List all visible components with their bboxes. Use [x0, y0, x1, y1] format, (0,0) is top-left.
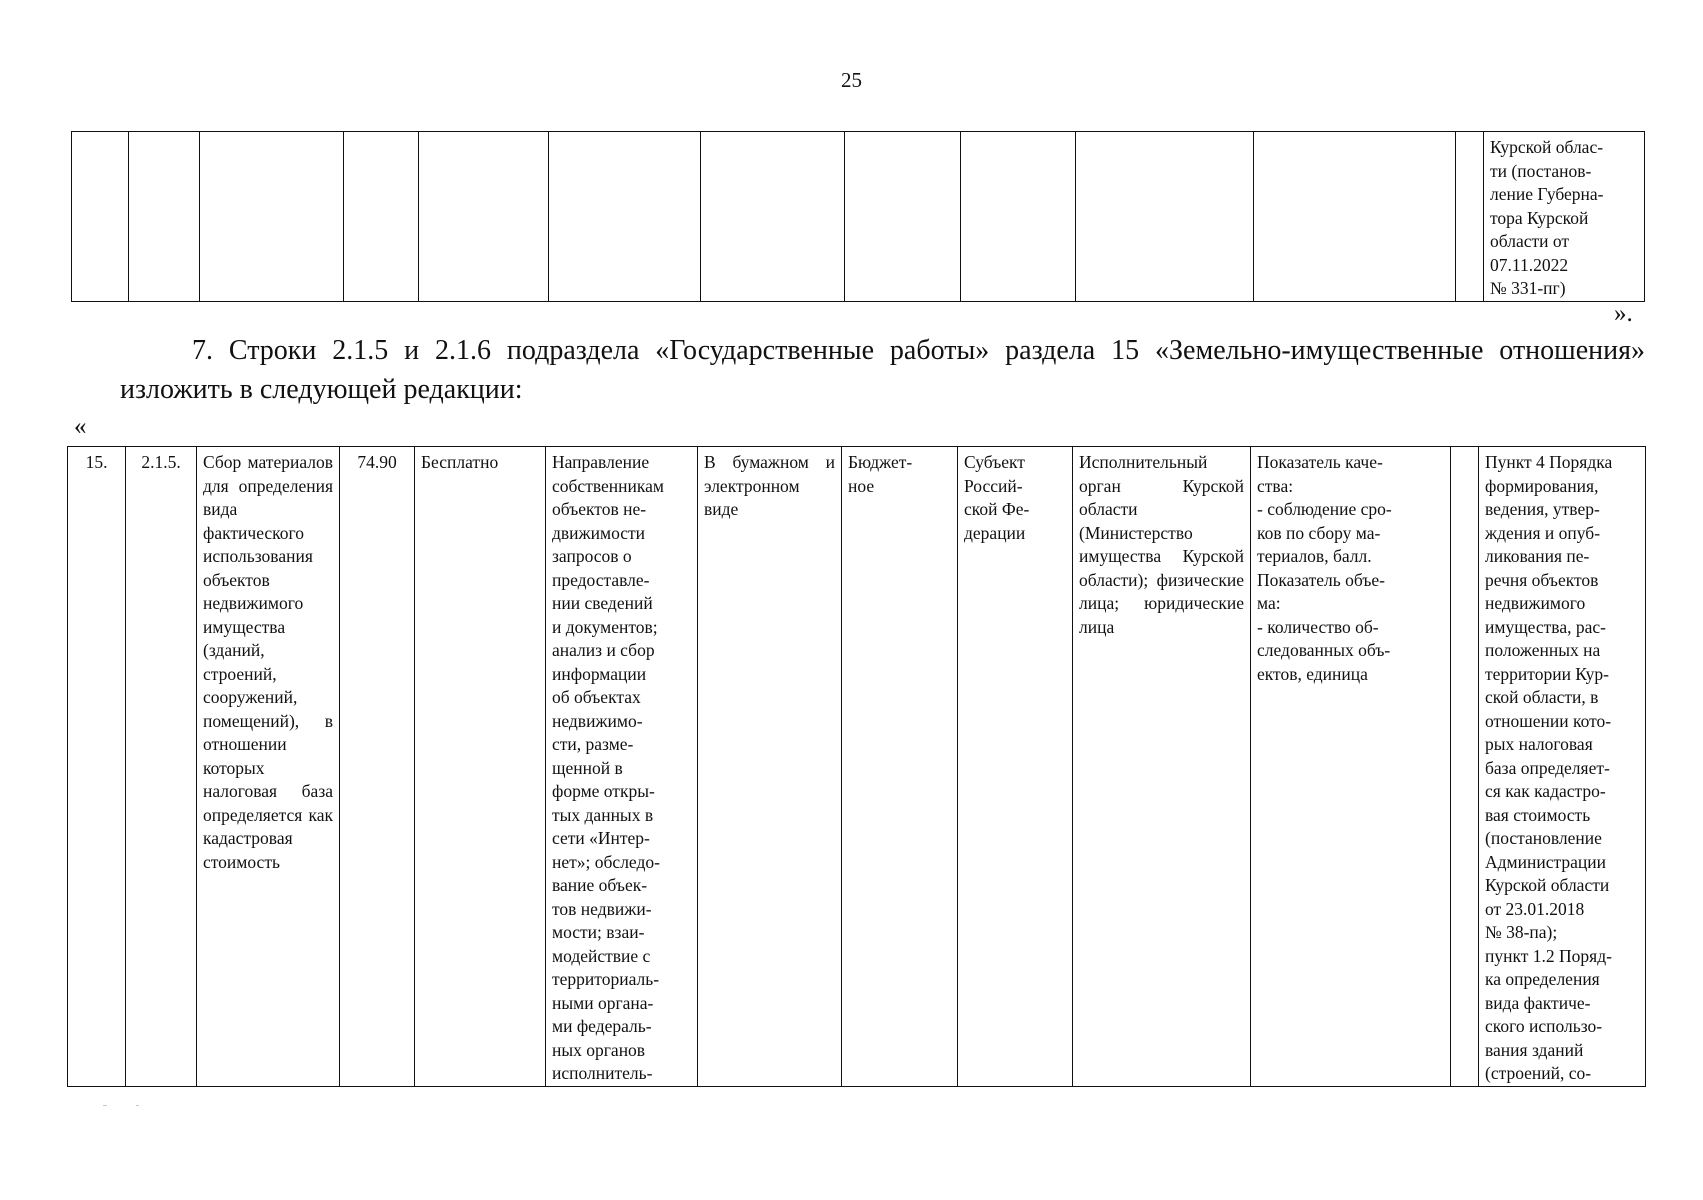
table-cell [419, 132, 549, 302]
content-line: территориаль- [552, 969, 660, 989]
content-line: ными органа- [552, 992, 654, 1013]
delivery-form-cell: В бумажном и электронном виде [698, 447, 842, 1087]
indicator-line: Показатель объе- [1257, 569, 1385, 590]
basis-line: вания зданий [1485, 1039, 1584, 1060]
amendment-table [67, 446, 1646, 1087]
content-line: собственникам [552, 475, 664, 496]
basis-line: ка определения [1485, 969, 1600, 989]
indicator-line: следованных объ- [1257, 640, 1391, 660]
funding-cell [842, 447, 958, 1087]
amendment-text-line-2: изложить в следующей редакции: [120, 374, 523, 405]
basis-line: ликования пе- [1485, 546, 1590, 566]
table-cell [200, 132, 344, 302]
indicator-line: ма: [1257, 593, 1281, 613]
basis-line: речня объектов [1485, 569, 1599, 590]
row-number-cell: 15. [68, 447, 126, 1087]
executor-cell: Исполнительный орган Курской области (Министерство имущества Курской области); физические лица; юридические лица [1073, 447, 1251, 1087]
table-cell [701, 132, 845, 302]
content-line: нии сведений [552, 593, 653, 613]
previous-table-fragment [71, 131, 1645, 302]
basis-line: ление Губерна- [1490, 184, 1604, 204]
content-line: тых данных в [552, 804, 654, 825]
table-cell [549, 132, 701, 302]
basis-line: имущества, рас- [1485, 616, 1606, 637]
basis-line: формирования, [1485, 475, 1599, 496]
table-cell [1076, 132, 1254, 302]
table-cell [129, 132, 200, 302]
basis-line: области от [1490, 231, 1570, 251]
page-number: 25 [841, 68, 862, 92]
content-line: анализ и сбор [552, 640, 655, 660]
indicator-line: - соблюдение сро- [1257, 499, 1392, 519]
basis-line: ти (постанов- [1490, 160, 1592, 181]
opening-quote: « [74, 413, 87, 440]
basis-line: ского использо- [1485, 1016, 1603, 1036]
indicator-line: ектов, единица [1257, 663, 1368, 684]
content-line: ных органов [552, 1039, 646, 1060]
basis-line: база определяет- [1485, 757, 1610, 778]
basis-line: положенных на [1485, 640, 1601, 660]
basis-line: (постановление [1485, 828, 1602, 848]
indicator-line: ков по сбору ма- [1257, 522, 1381, 543]
content-line: предоставле- [552, 569, 650, 590]
basis-line: отношении кото- [1485, 710, 1612, 731]
basis-line: 07.11.2022 [1490, 254, 1569, 275]
okved-cell: 74.90 [340, 447, 415, 1087]
table-cell [845, 132, 961, 302]
basis-line: рых налоговая [1485, 734, 1593, 754]
basis-line: (строений, со- [1485, 1063, 1592, 1083]
content-line: недвижимо- [552, 710, 643, 731]
content-line: Направление [552, 452, 650, 472]
scan-speck [103, 1105, 107, 1106]
table-row [68, 447, 1646, 1087]
subject-line: Россий- [964, 475, 1023, 496]
amendment-text-line-1: 7. Строки 2.1.5 и 2.1.6 подраздела «Государственные работы» раздела 15 «Земельно-имущественные отношения» [192, 335, 1645, 366]
scan-speck [136, 1105, 139, 1106]
basis-line: тора Курской [1490, 207, 1589, 228]
content-line: вание объек- [552, 875, 648, 895]
basis-line: вая стоимость [1485, 804, 1591, 825]
basis-line: Курской области [1485, 875, 1610, 895]
basis-line: ждения и опуб- [1485, 522, 1601, 543]
content-line: объектов не- [552, 499, 647, 519]
legal-basis-cell [1479, 447, 1646, 1087]
content-line: информации [552, 663, 647, 684]
basis-line: № 331-пг) [1490, 278, 1566, 298]
indicator-line: ства: [1257, 475, 1294, 496]
content-line: запросов о [552, 546, 632, 566]
basis-line: ся как кадастро- [1485, 781, 1606, 801]
indicator-line: Показатель каче- [1257, 452, 1383, 472]
basis-line: ской области, в [1485, 687, 1599, 707]
row-code-cell: 2.1.5. [126, 447, 197, 1087]
empty-cell [1451, 447, 1479, 1087]
content-line: и документов; [552, 616, 658, 637]
content-line: нет»; обследо- [552, 851, 660, 872]
content-line: сти, разме- [552, 734, 634, 754]
content-line: ми федераль- [552, 1016, 652, 1036]
legal-basis-cell [1484, 132, 1645, 302]
funding-line: ное [848, 475, 875, 496]
content-line: исполнитель- [552, 1063, 653, 1083]
table-cell [1254, 132, 1456, 302]
table-cell [344, 132, 419, 302]
basis-line: Курской облас- [1490, 137, 1604, 157]
closing-quote: ». [1614, 300, 1633, 327]
basis-line: № 38-па); [1485, 922, 1558, 942]
funding-line: Бюджет- [848, 452, 913, 472]
basis-line: Пункт 4 Порядка [1485, 452, 1613, 472]
basis-line: вида фактиче- [1485, 992, 1591, 1013]
content-line: щенной в [552, 757, 623, 778]
work-content-cell [546, 447, 698, 1087]
subject-line: ской Фе- [964, 499, 1030, 519]
content-line: сети «Интер- [552, 828, 650, 848]
content-line: модействие с [552, 945, 651, 966]
content-line: тов недвижи- [552, 898, 652, 919]
indicators-cell [1251, 447, 1451, 1087]
payment-cell: Бесплатно [415, 447, 546, 1087]
table-cell [72, 132, 129, 302]
authority-subject-cell [958, 447, 1073, 1087]
basis-line: от 23.01.2018 [1485, 898, 1585, 919]
basis-line: Администрации [1485, 851, 1606, 872]
table-cell [961, 132, 1076, 302]
basis-line: пункт 1.2 Поряд- [1485, 945, 1612, 966]
indicator-line: - количество об- [1257, 616, 1379, 637]
work-name-cell: Сбор материалов для определения вида фактического использования объектов недвижимого имущества (зданий, строений, сооружений, помещений), в отношении которых налоговая база определяется как кадастровая стоимость [197, 447, 340, 1087]
basis-line: ведения, утвер- [1485, 499, 1600, 519]
content-line: движимости [552, 522, 646, 543]
indicator-line: териалов, балл. [1257, 546, 1372, 566]
basis-line: недвижимого [1485, 593, 1586, 613]
content-line: форме откры- [552, 781, 655, 801]
subject-line: Субъект [964, 452, 1025, 472]
table-cell [1456, 132, 1484, 302]
subject-line: дерации [964, 522, 1026, 543]
content-line: об объектах [552, 687, 641, 707]
content-line: мости; взаи- [552, 922, 645, 942]
basis-line: территории Кур- [1485, 663, 1609, 684]
